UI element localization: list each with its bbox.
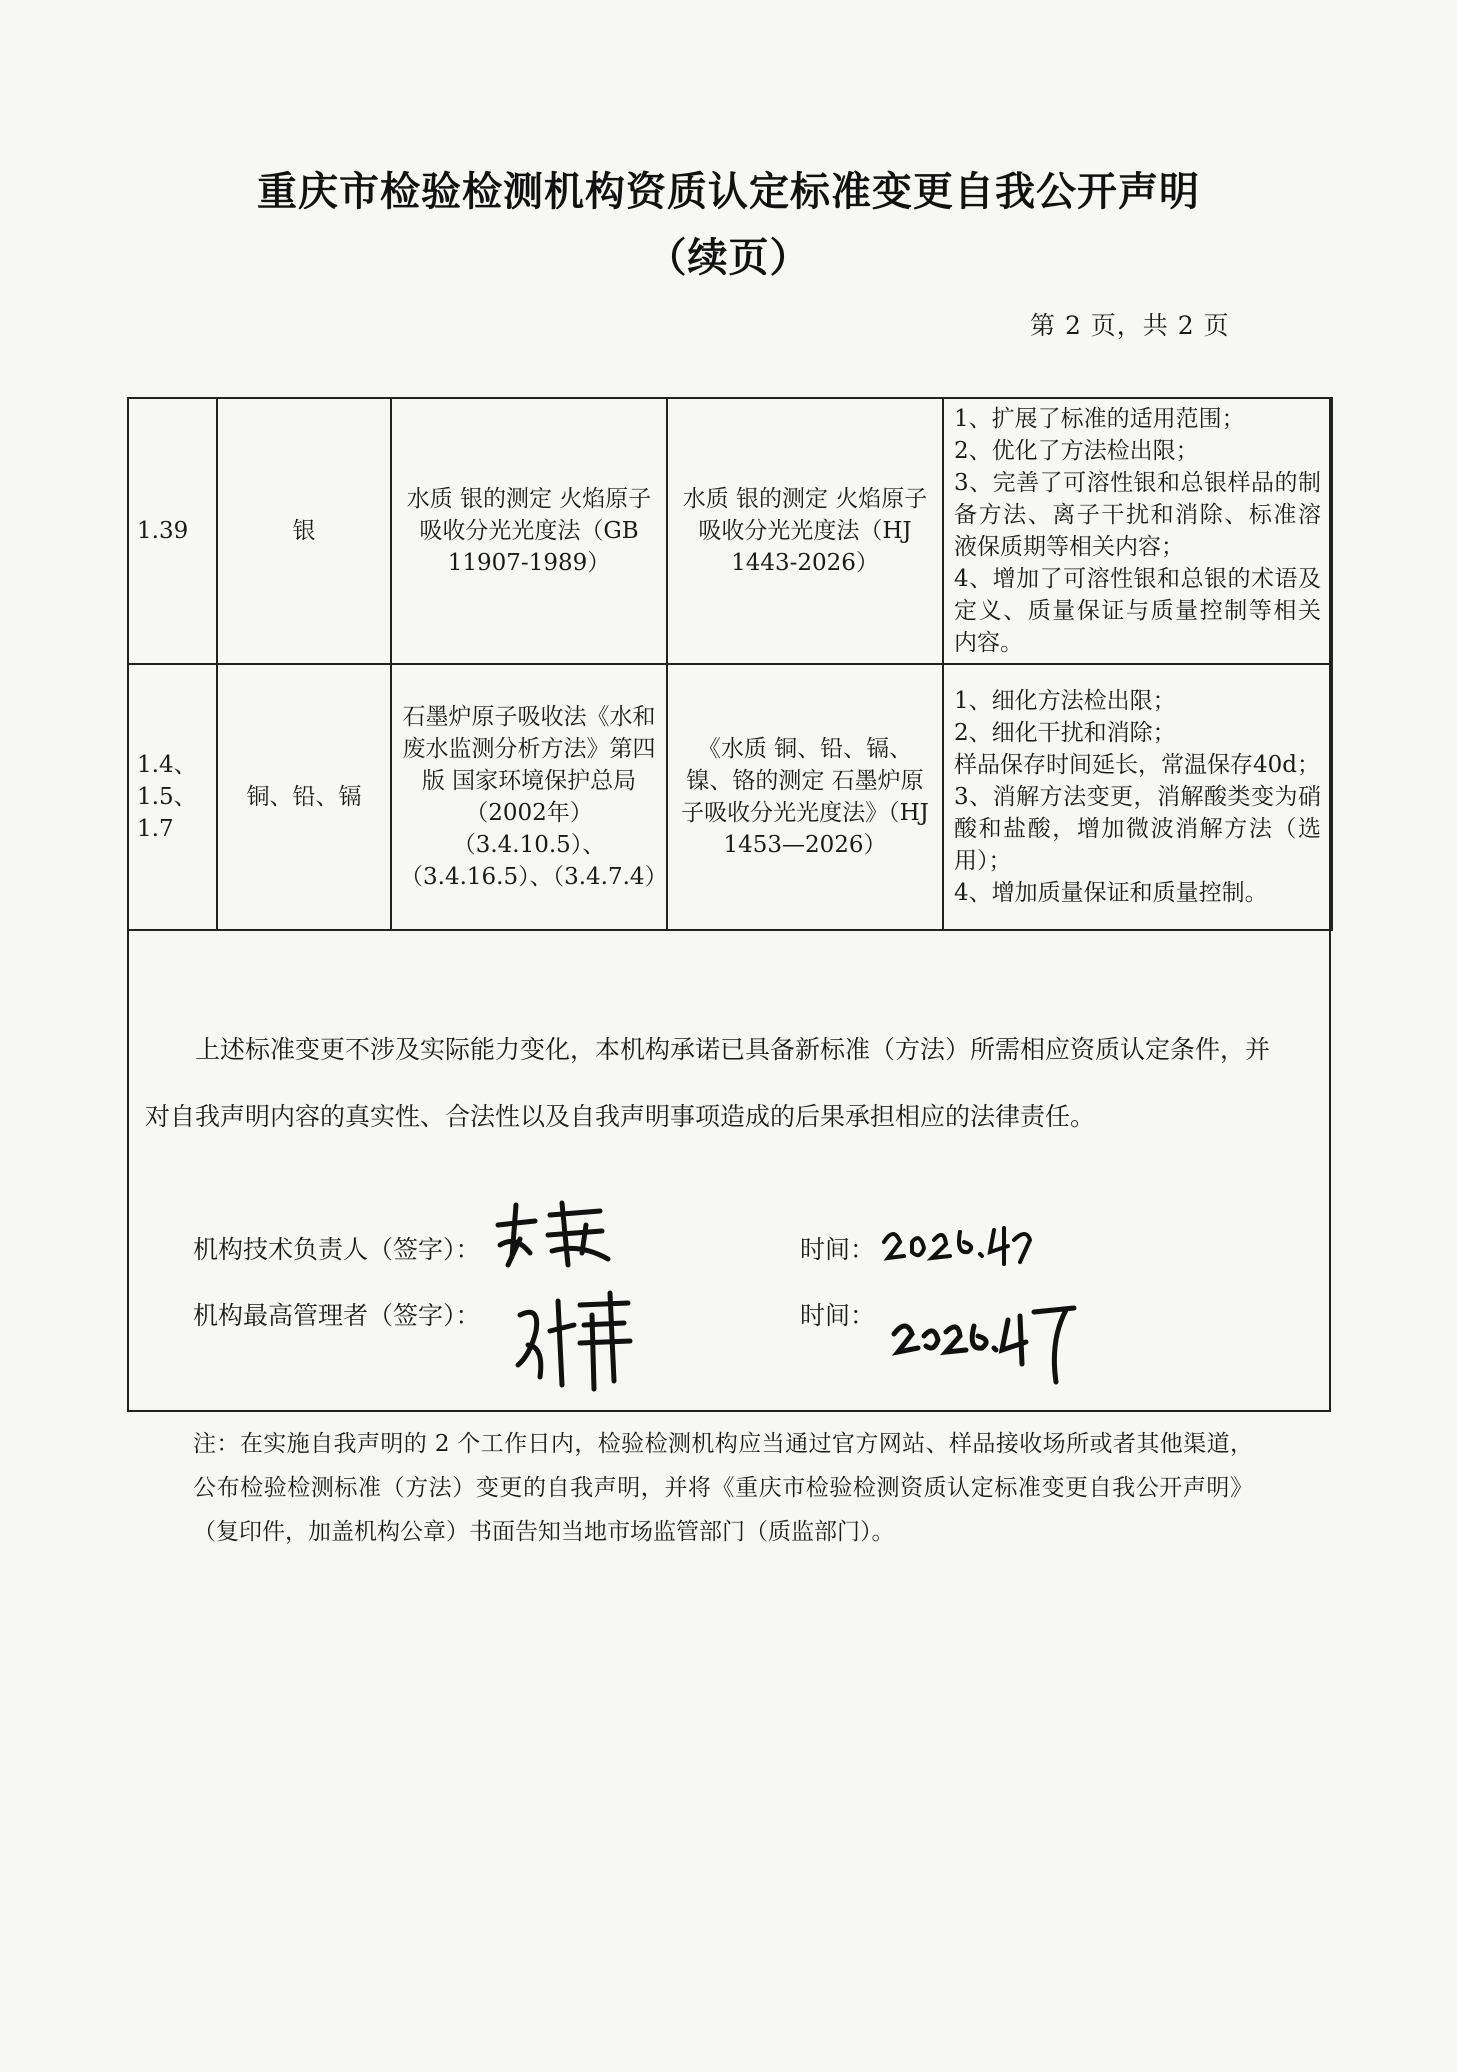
manager-signature xyxy=(510,1285,640,1395)
row-old-standard: 石墨炉原子吸收法《水和废水监测分析方法》第四版 国家环境保护总局（2002年）（3.4.10.5）、（3.4.16.5）、（3.4.7.4） xyxy=(391,664,667,930)
declaration-text: 对自我声明内容的真实性、合法性以及自我声明事项造成的后果承担相应的法律责任。 xyxy=(145,1102,1096,1131)
row-changes xyxy=(943,664,1332,930)
tech-signature-label: 机构技术负责人（签字）： xyxy=(193,1235,481,1264)
document-title: 重庆市检验检测机构资质认定标准变更自我公开声明 xyxy=(257,169,1200,215)
row-new-standard: 《水质 铜、铅、镉、镍、铬的测定 石墨炉原子吸收分光光度法》（HJ 1453—2026） xyxy=(667,664,943,930)
change-item: 1、扩展了标准的适用范围； xyxy=(954,406,1245,432)
change-item: 样品保存时间延长，常温保存40d； xyxy=(954,752,1320,778)
change-item: 2、细化干扰和消除； xyxy=(954,720,1176,746)
manager-time-label: 时间： xyxy=(800,1301,876,1330)
change-item: 4、增加质量保证和质量控制。 xyxy=(954,880,1268,906)
tech-date-handwritten xyxy=(880,1212,1040,1272)
standards-table xyxy=(127,397,1333,931)
change-item: 4、增加了可溶性银和总银的术语及定义、质量保证与质量控制等相关内容。 xyxy=(954,566,1321,656)
row-old-standard: 水质 银的测定 火焰原子吸收分光光度法（GB 11907-1989） xyxy=(391,398,667,664)
page-number: 第 2 页，共 2 页 xyxy=(1030,311,1230,340)
row-changes xyxy=(943,398,1332,664)
table-row xyxy=(128,398,1332,664)
manager-signature-label: 机构最高管理者（签字）： xyxy=(193,1301,481,1330)
row-item: 银 xyxy=(217,398,391,664)
row-seq: 1.4、1.5、1.7 xyxy=(128,664,217,930)
declaration-text: 上述标准变更不涉及实际能力变化，本机构承诺已具备新标准（方法）所需相应资质认定条件，并 xyxy=(195,1035,1271,1064)
change-item: 1、细化方法检出限； xyxy=(954,688,1176,714)
change-item: 3、消解方法变更，消解酸类变为硝酸和盐酸，增加微波消解方法（选用）； xyxy=(954,784,1321,874)
tech-signature xyxy=(490,1195,620,1275)
row-new-standard: 水质 银的测定 火焰原子吸收分光光度法（HJ 1443-2026） xyxy=(667,398,943,664)
manager-date-handwritten xyxy=(890,1290,1080,1390)
tech-time-label: 时间： xyxy=(800,1235,876,1264)
table-row xyxy=(128,664,1332,930)
document-subtitle: （续页） xyxy=(646,235,811,281)
change-item: 2、优化了方法检出限； xyxy=(954,438,1199,464)
row-item: 铜、铅、镉 xyxy=(217,664,391,930)
row-seq: 1.39 xyxy=(128,398,217,664)
change-item: 3、完善了可溶性银和总银样品的制备方法、离子干扰和消除、标准溶液保质期等相关内容； xyxy=(954,470,1321,560)
footnote: 注：在实施自我声明的 2 个工作日内，检验检测机构应当通过官方网站、样品接收场所或者其他渠道，公布检验检测标准（方法）变更的自我声明，并将《重庆市检验检测资质认定标准变更自我公开声明》（复印件，加盖机构公章）书面告知当地市场监管部门（质监部门）。 xyxy=(193,1431,1253,1545)
